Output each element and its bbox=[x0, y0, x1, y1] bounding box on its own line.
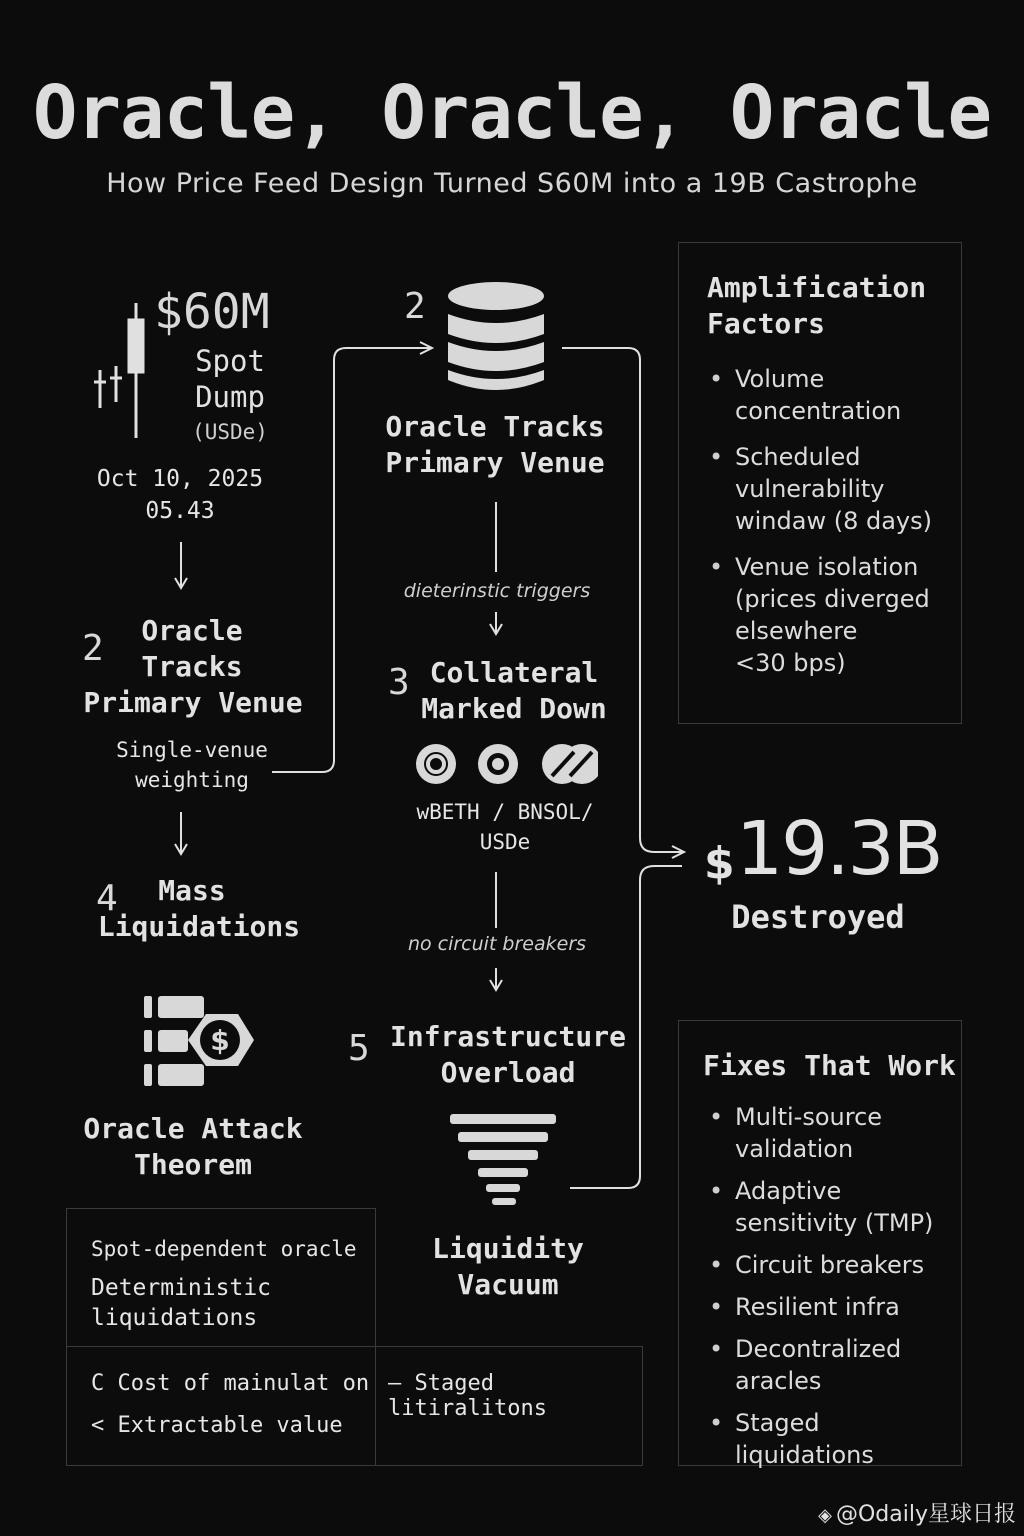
weighting-line1: Single-venue bbox=[116, 738, 268, 762]
fixes-item: • Multi-source validation bbox=[707, 1101, 963, 1165]
amplification-heading-2: Factors bbox=[707, 307, 826, 340]
token-icons bbox=[412, 742, 598, 786]
assets-line2: USDe bbox=[479, 830, 531, 854]
page-subtitle: How Price Feed Design Turned S60M into a 19B Castrophe bbox=[106, 168, 918, 199]
destroyed-label: Destroyed bbox=[731, 898, 905, 936]
amplification-item: • Venue isolation (prices diverged elsewhere <30 bps) bbox=[707, 551, 957, 679]
fixes-heading: Fixes That Work bbox=[703, 1049, 956, 1082]
spot-amount: $60M bbox=[154, 284, 270, 340]
staged-note: – Staged litiralitons bbox=[388, 1371, 547, 1421]
theorem-line2: Theorem bbox=[133, 1148, 252, 1181]
middle-step-number-2: 2 bbox=[404, 286, 426, 327]
amplification-heading-1: Amplification bbox=[707, 271, 927, 304]
fixes-item: • Adaptive sensitivity (TMP) bbox=[707, 1175, 963, 1239]
spot-time: 05.43 bbox=[145, 498, 215, 524]
amplification-item: • Volume concentration bbox=[707, 363, 957, 427]
amplification-list bbox=[707, 363, 957, 693]
funnel-icon bbox=[448, 1110, 560, 1210]
candlestick-icon bbox=[92, 298, 152, 448]
step3-line1: Collateral bbox=[429, 656, 599, 689]
middle-step-number-3: 3 bbox=[388, 662, 410, 703]
premise-2-line2: liquidations bbox=[91, 1305, 258, 1331]
fixes-item: • Decontralized aracles bbox=[707, 1333, 963, 1397]
usde-token-icon bbox=[542, 744, 598, 784]
middle-step-number-5: 5 bbox=[348, 1028, 370, 1069]
middle-step2-line2: Primary Venue bbox=[385, 446, 605, 479]
middle-step2-line1: Oracle Tracks bbox=[385, 410, 605, 443]
step4-line2: Liquidations bbox=[97, 910, 301, 943]
spot-date: Oct 10, 2025 bbox=[96, 466, 264, 492]
theorem-line1: Oracle Attack bbox=[83, 1112, 303, 1145]
destroyed-currency: $ bbox=[704, 838, 735, 889]
step4-line1: Mass bbox=[158, 874, 226, 907]
trigger-note: dieterinstic triggers bbox=[403, 580, 591, 602]
wbeth-token-icon bbox=[416, 744, 456, 784]
step5-line1: Infrastructure bbox=[389, 1020, 626, 1053]
step3-line2: Marked Down bbox=[421, 692, 607, 725]
vacuum-line2: Vacuum bbox=[457, 1268, 559, 1301]
diamond-logo-icon: ◈ bbox=[818, 1505, 832, 1526]
watermark-text: @Odaily星球日报 bbox=[835, 1502, 1016, 1527]
database-icon bbox=[446, 280, 546, 396]
fixes-panel bbox=[678, 1020, 962, 1469]
theorem-cell-condition bbox=[66, 1346, 376, 1466]
spot-asset: (USDe) bbox=[192, 420, 268, 444]
left-step-number-4: 4 bbox=[96, 878, 118, 919]
fixes-item: • Staged liquidations bbox=[707, 1407, 963, 1471]
left-step2-line2: Tracks bbox=[141, 650, 243, 683]
watermark bbox=[818, 1497, 1016, 1528]
vacuum-line1: Liquidity bbox=[432, 1232, 584, 1265]
left-step-number-2: 2 bbox=[82, 628, 104, 669]
theorem-cell-premises bbox=[66, 1208, 376, 1347]
premise-2-line1: Deterministic bbox=[91, 1275, 272, 1301]
theorem-cell-staged bbox=[374, 1346, 643, 1466]
weighting-line2: weighting bbox=[135, 768, 249, 792]
condition-line1: C Cost of mainulat on bbox=[91, 1371, 370, 1396]
fixes-list bbox=[707, 1101, 963, 1481]
page-title: Oracle, Oracle, Oracle bbox=[32, 70, 992, 156]
svg-text:$: $ bbox=[210, 1024, 230, 1057]
condition-line2: < Extractable value bbox=[91, 1413, 343, 1438]
breaker-note: no circuit breakers bbox=[407, 933, 587, 955]
amplification-panel bbox=[678, 242, 962, 724]
step5-line2: Overload bbox=[440, 1056, 576, 1089]
spot-label-2: Dump bbox=[195, 380, 265, 414]
fixes-item: • Circuit breakers bbox=[707, 1249, 963, 1281]
amplification-item: • Scheduled vulnerability windaw (8 days) bbox=[707, 441, 957, 537]
left-step2-line1: Oracle bbox=[141, 614, 243, 647]
destroyed-amount: 19.3B bbox=[736, 806, 942, 892]
spot-label-1: Spot bbox=[195, 344, 265, 378]
premise-1: Spot-dependent oracle bbox=[91, 1237, 357, 1261]
fixes-item: • Resilient infra bbox=[707, 1291, 963, 1323]
left-step2-line3: Primary Venue bbox=[83, 686, 303, 719]
assets-line1: wBETH / BNSOL/ bbox=[416, 800, 594, 824]
bnsol-token-icon bbox=[478, 744, 518, 784]
server-dollar-icon bbox=[140, 990, 260, 1094]
